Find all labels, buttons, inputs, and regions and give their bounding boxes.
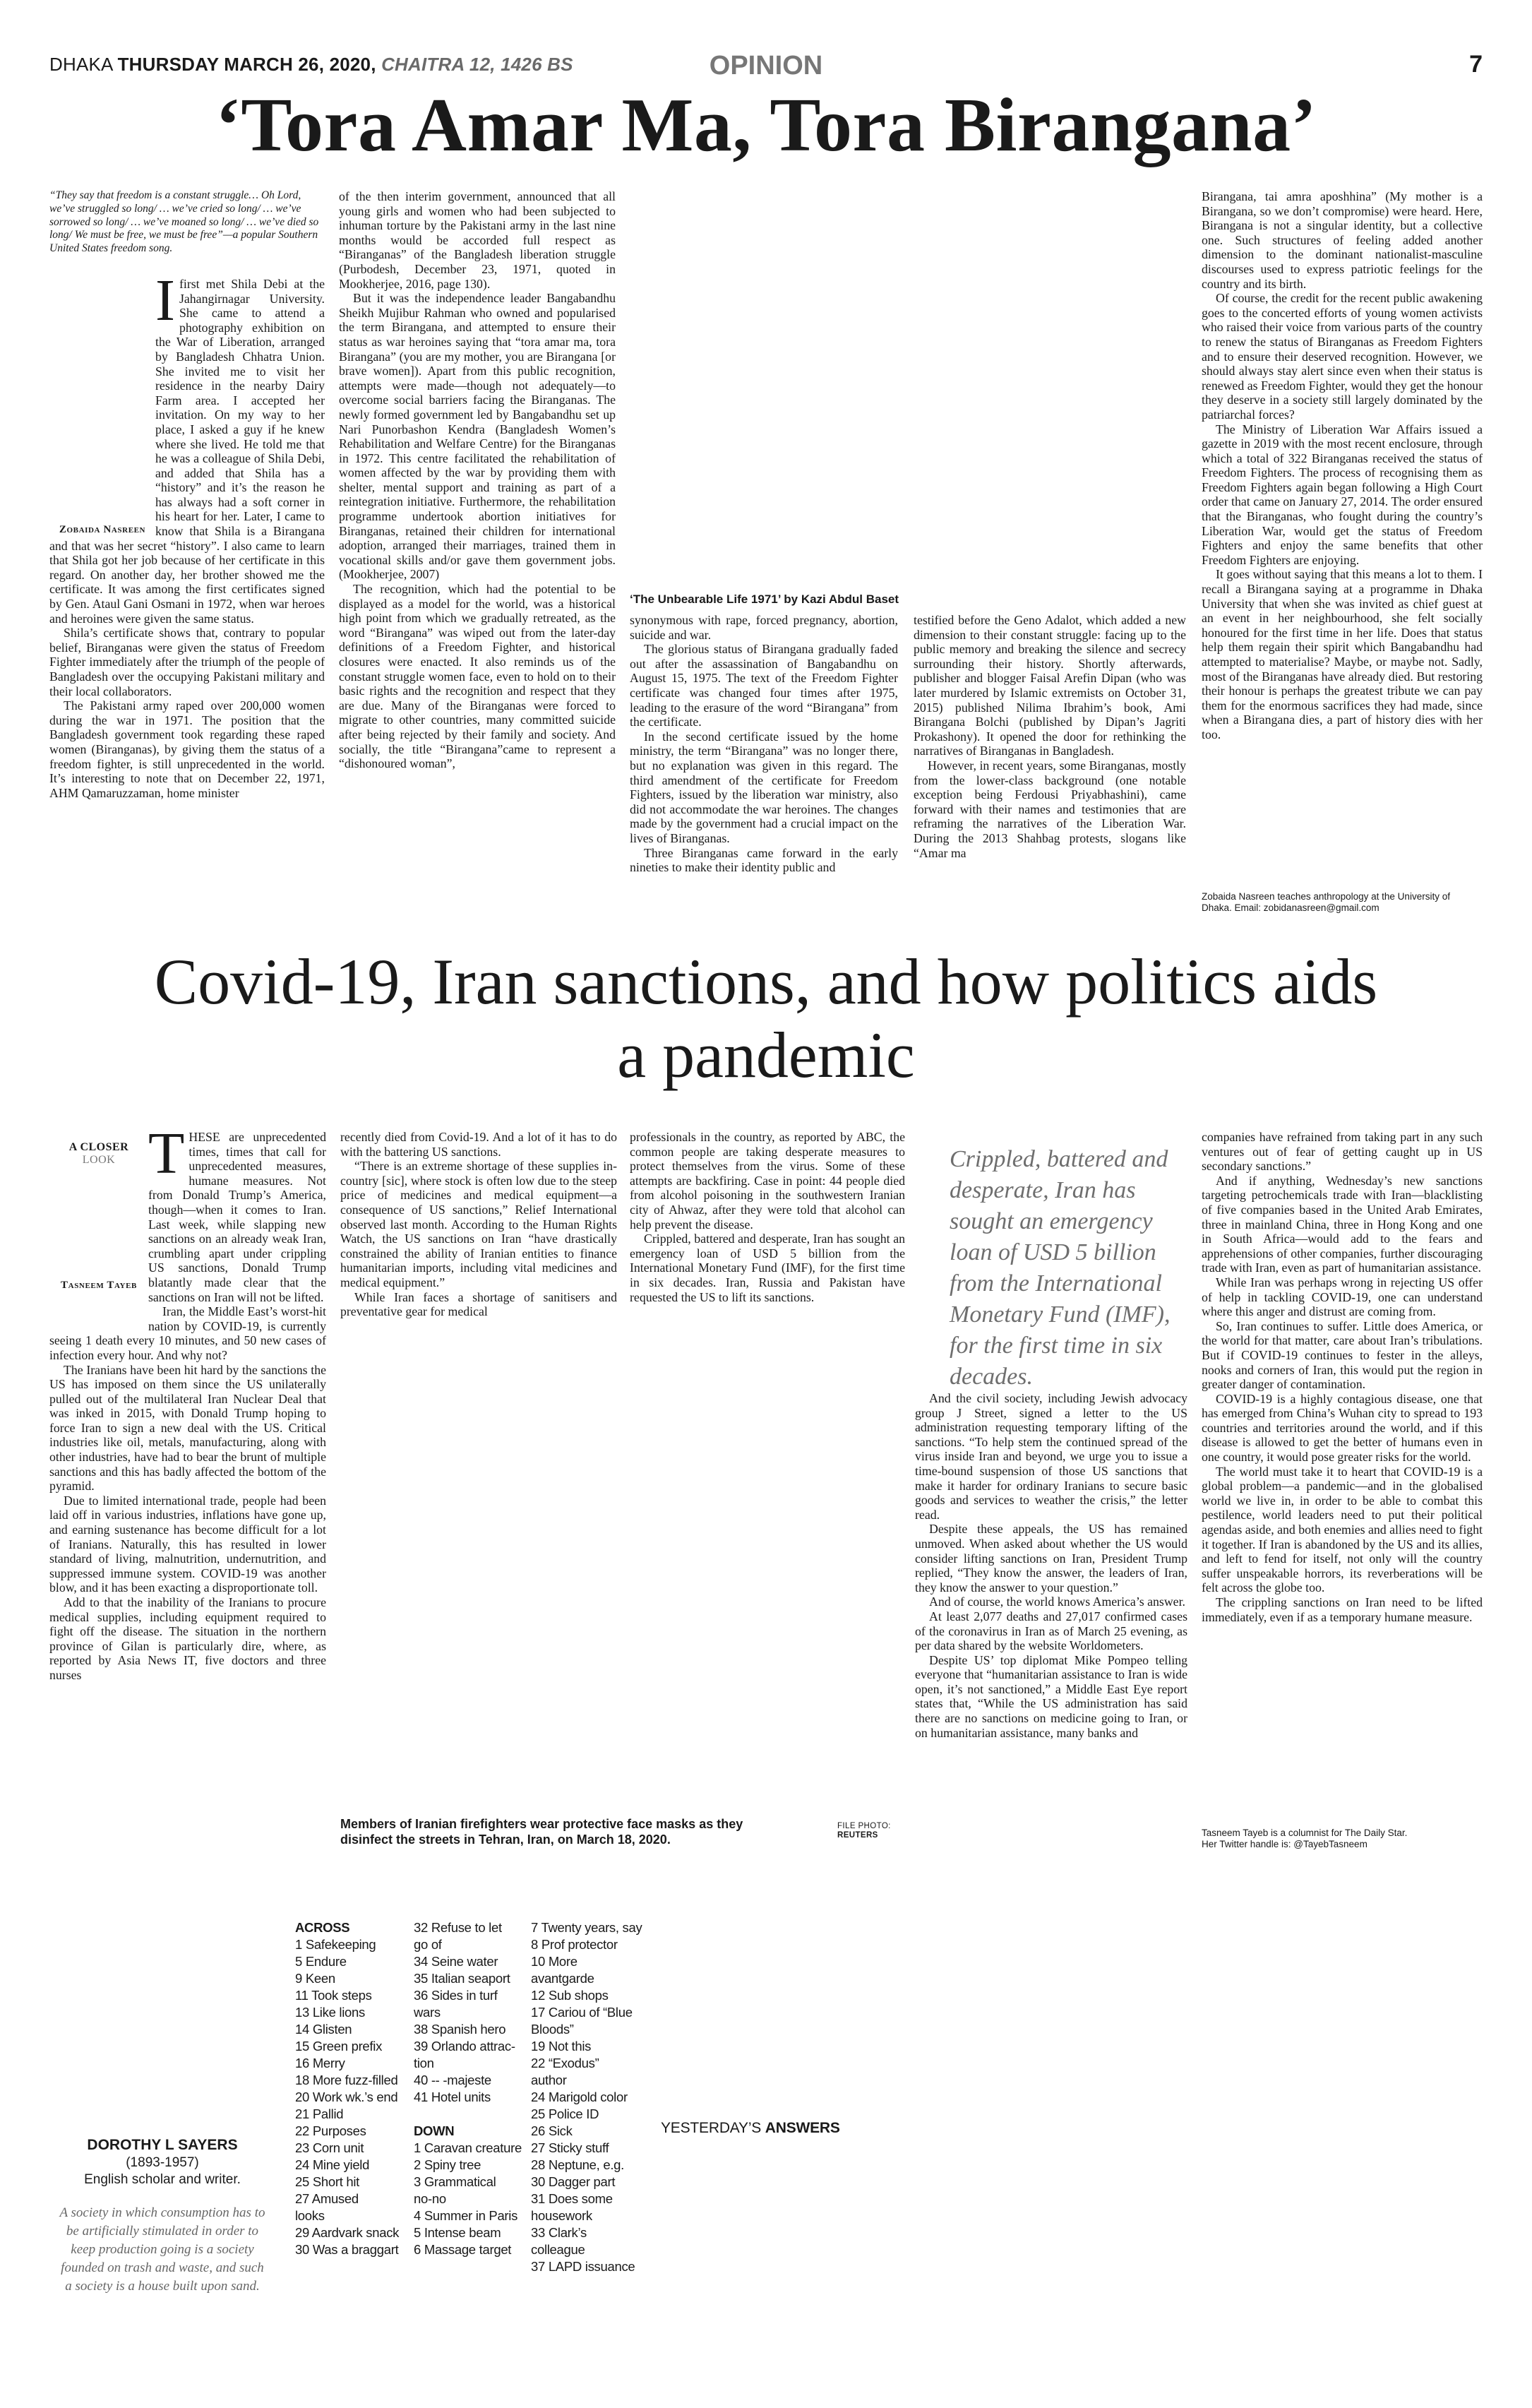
article2-byline: Tasneem Tayeb (61, 1280, 137, 1291)
crossword-clue: 6 Massage target (414, 2242, 512, 2257)
article1-paragraph: Birangana, tai amra aposhhina” (My mother is a Birangana, so we don’t compromise) were heard. Here, Birangana is not a singular identity, but a collective one. Such structures of feeling added another dimension to the dominant nationalist-masculine discourses used to express patriotic feelings for the country and its birth. (1202, 189, 1483, 291)
article2-paragraph: While Iran was perhaps wrong in rejecting US offer of help in tackling COVID-19, one can understand where this anger and distrust are coming from. (1202, 1275, 1483, 1319)
article2-paragraph: Despite US’ top diplomat Mike Pompeo telling everyone that “humanitarian assistance to Iran is wide open, it’s not sanctioned,” a Middle East Eye report states that, “While the US administration has said there are no sanctions on medicine going to Iran, or on humanitarian assistance, many banks and (915, 1652, 1187, 1740)
crossword-clue: 24 Mine yield (295, 2157, 370, 2172)
article2-paragraph: So, Iran continues to suffer. Little does America, or the world for that matter, care about Iran’s tribulations. But if COVID-19 continues to fester in the alleys, nooks and corners of Iran, this would put the region in greater danger of contamination. (1202, 1318, 1483, 1392)
crossword-clue: 38 Spanish hero (414, 2022, 506, 2037)
article2-byline-box (49, 1130, 148, 1328)
article2-paragraph: Iran, the Middle East’s worst-hit nation by COVID-19, is currently seeing 1 death every 10 minutes, and 50 new cases of infection every hour. And why not? (49, 1304, 326, 1362)
crossword-clue: 11 Took steps (295, 1988, 372, 2003)
crossword-clue: 27 Amused (295, 2191, 359, 2206)
article1-paragraph: testified before the Geno Adalot, which added a new dimension to their constant struggle: facing up to the public memory and breaking the silence and secrecy surrounding their history. Shortly afterwards, publisher and blogger Faisal Arefin Dipan (who was later murdered by Islamic extremists on October 31, 2015) published Nilima Ibrahim’s book, Ami Birangana Bolchi (published by Dipan’s Jagriti Prokashony). It opened the door for rethinking the narratives of Biranganas in Bangladesh. (914, 613, 1186, 758)
article2-column-5 (1202, 1130, 1483, 1822)
crossword-clue-list (531, 1919, 644, 2275)
crossword-clue: 3 Grammatical (414, 2174, 496, 2189)
crossword-clue: 26 Sick (531, 2123, 573, 2138)
crossword-clue: 7 Twenty years, say (531, 1920, 642, 1935)
photo-credit-line: FILE PHOTO: (837, 1822, 891, 1830)
article2-column-3 (630, 1130, 905, 1335)
article2-paragraph: Due to limited international trade, people had been laid off in various industries, inflations have gone up, and earning sustenance has become difficult for a lot of Iranians. Naturally, this has resulted in lower standard of living, malnutrition, undernutrition, and suppressed immune system. COVID-19 was another blow, and it has been exacting a disproportionate toll. (49, 1493, 326, 1595)
crossword-clue: 25 Short hit (295, 2174, 360, 2189)
crossword-clue: 31 Does some (531, 2191, 613, 2206)
crossword-across-title: ACROSS (295, 1920, 350, 1935)
article2-paragraph: companies have refrained from taking part in any such ventures out of fear of getting caught up in US secondary sanctions.” (1202, 1130, 1483, 1174)
article1-column-1 (49, 189, 325, 917)
crossword-clues-col-1 (295, 1919, 408, 2258)
crossword-clue: 39 Orlando attrac- (414, 2039, 515, 2054)
crossword-clue: 29 Aardvark snack (295, 2225, 400, 2240)
article2-column-1 (49, 1130, 326, 1859)
crossword-clue: no-no (414, 2191, 446, 2206)
article1-epigraph: “They say that freedom is a constant struggle… Oh Lord, we’ve struggled so long/ … we’ve cried so long/ … we’ve sorrowed so long/ … we’ve moaned so long/ … we’ve died so long/ We must be free, we must be free”—a popular Southern United States freedom song. (49, 189, 319, 255)
article2-photo-credit (837, 1822, 901, 1840)
crossword-clue: 17 Cariou of “Blue (531, 2005, 633, 2020)
article2-paragraph: And if anything, Wednesday’s new sanctions targeting petrochemicals trade with Iran—blacklisting of five companies based in the United Arab Emirates, three in mainland China, three in Hong Kong and one in South Africa—would add to the fears and apprehensions of other companies, further discouraging trade with Iran, even as part of humanitarian assistance. (1202, 1173, 1483, 1275)
crossword-clue (414, 2106, 527, 2123)
crossword-clue: colleague (531, 2242, 585, 2257)
crossword-clue: 24 Marigold color (531, 2090, 628, 2104)
section-name: OPINION (709, 51, 823, 81)
article1-illustration (630, 189, 1187, 585)
crossword-clue: 20 Work wk.’s end (295, 2090, 398, 2104)
quote-author-desc: English scholar and writer. (84, 2172, 241, 2187)
crossword-clue: 13 Like lions (295, 2005, 365, 2020)
dateline-bangla: CHAITRA 12, 1426 BS (381, 54, 573, 75)
crossword-clue: 5 Endure (295, 1954, 347, 1969)
article2-paragraph: The crippling sanctions on Iran need to be lifted immediately, even if as a temporary humane measure. (1202, 1595, 1483, 1624)
crossword-clue: 30 Was a braggart (295, 2242, 399, 2257)
crossword-clue: 12 Sub shops (531, 1988, 609, 2003)
article2-lead-text: HESE are unprecedented times, times that call for unprecedented measures, humane measures. Not from Donald Trump’s America, though—when it comes to Iran. Last week, while slapping new sanctions on an already weak Iran, crumbling apart under crippling US sanctions, Donald Trump blatantly made clear that the sanctions on Iran will not be lifted. (148, 1130, 326, 1304)
article1-byline: Zobaida Nasreen (59, 523, 146, 535)
article1-paragraph: of the then interim government, announced that all young girls and women who had been subjected to inhuman torture by the Pakistani army in the last nine months would be accorded full respect as “Biranganas” of the Bangladesh liberation struggle (Purbodesh, December 23, 1971, quoted in Mookherjee, 2016, page 130). (339, 189, 616, 291)
article1-column-2 (339, 189, 616, 917)
author-note-line: Tasneem Tayeb is a columnist for The Daily Star. (1202, 1828, 1408, 1838)
crossword-clue: 16 Merry (295, 2056, 345, 2070)
crossword-clue: 9 Keen (295, 1971, 335, 1986)
article2-photo-caption: Members of Iranian firefighters wear protective face masks as they disinfect the streets in Tehran, Iran, on March 18, 2020. (340, 1817, 743, 1847)
article2-paragraph: The world must take it to heart that COVID-19 is a global problem—a pandemic—and in the globalised world we live in, in order to be able to combat this pestilence, world leaders need to put their political agendas aside, and both enemies and allies need to fight it together. If Iran is abandoned by the US and its allies, and left to fend for itself, not only will the country suffer unspeakable horrors, its reverberations will be felt across the globe too. (1202, 1464, 1483, 1595)
article2-paragraph: recently died from Covid-19. And a lot of it has to do with the battering US sanctions. (340, 1130, 617, 1159)
article1-paragraph: The Pakistani army raped over 200,000 women during the war in 1971. The position that the Bangladesh government took regarding these raped women (Biranganas), by giving them the status of a freedom fighter, is still unprecedented in the world. It’s interesting to note that on December 22, 1971, AHM Qamaruzzaman, home minister (49, 698, 325, 800)
crossword-clue: 2 Spiny tree (414, 2157, 481, 2172)
article1-column-4 (914, 613, 1186, 917)
quote-author: DOROTHY L SAYERS (87, 2137, 238, 2153)
crossword-clue: author (531, 2073, 567, 2087)
article1-paragraph: But it was the independence leader Bangabandhu Sheikh Mujibur Rahman who owned and popularised the term Birangana, and attempted to ensure their status as war heroines saying that “tora amar ma, tora Birangana” (you are my mother, you are Birangana [or brave women]). Apart from this public recognition, attempts were made—though not adequately—to overcome social barriers facing the Biranganas. The newly formed government led by Bangabandhu set up Nari Punorbashon Kendra (Bangladesh Women’s Rehabilitation and Welfare Centre) for the Biranganas in 1972. This centre facilitated the rehabilitation of women affected by the war by providing them with shelter, mental support and training as part of a reintegration initiative. Furthermore, the rehabilitation programme undertook abortion initiatives for Biranganas, retained their children for international adoption, arranged their marriages, trained them in vocational skills and/or gave them government jobs. (Mookherjee, 2007) (339, 291, 616, 582)
answers-label: ANSWERS (765, 2120, 840, 2136)
article2-column-2 (340, 1130, 617, 1335)
kicker-line: LOOK (82, 1154, 116, 1166)
dateline-place: DHAKA (49, 54, 113, 75)
crossword-clue: 35 Italian seaport (414, 1971, 510, 1986)
crossword-clue: 1 Caravan creature (414, 2140, 522, 2155)
article2-author-note (1202, 1828, 1483, 1850)
crossword-clue: 22 “Exodus” (531, 2056, 599, 2070)
article2-kicker (49, 1141, 148, 1167)
crossword-clues-col-3 (531, 1919, 644, 2275)
crossword-clue: 32 Refuse to let (414, 1920, 502, 1935)
article1-paragraph: Of course, the credit for the recent public awakening goes to the concerted efforts of young women activists who raised their voice from various parts of the country to renew the status of Biranganas as Freedom Fighters and to ensure their deserved recognition. However, we should always stay alert since even when their status is renewed as Freedom Fighter, would they get the honour they deserve in a society still largely dominated by the patriarchal forces? (1202, 291, 1483, 422)
article2-paragraph: Despite these appeals, the US has remained unmoved. When asked about whether the US would consider lifting sanctions on Iran, President Trump replied, “They know the answer, the leaders of Iran, they know the answer to your question.” (915, 1522, 1187, 1595)
crossword-clue: wars (414, 2005, 441, 2020)
crossword-clue: 15 Green prefix (295, 2039, 383, 2054)
quote-years: (1893-1957) (126, 2155, 199, 2170)
article2-paragraph: Add to that the inability of the Iranians to procure medical supplies, including equipment required to fight off the disease. The situation in the northern province of Gilan is particularly dire, where, as reported by Asia News IT, five doctors and three nurses (49, 1595, 326, 1682)
crossword-clue-list (414, 1919, 527, 2258)
article1-lead-text: first met Shila Debi at the Jahangirnagar University. She came to attend a photography exhibition on the War of Liberation, arranged by Bangladesh Chhatra Union. She invited me to visit her residence in the nearby Dairy Farm area. I accepted her invitation. On my way to her place, I asked a guy if he knew where she lived. He told me that he was a colleague of Shila Debi, and added that Shila has a “history” and it’s the reason he has always had a soft corner in his heart for her. Later, I came to know that Shila is a Birangana and that was her secret “history”. I also came to learn that Shila got her job because of her certificate in this regard. On another day, her brother showed me the certificate. It was among the first certificates signed by Gen. Ataul Gani Osmani in 1972, when war heroes and heroines were given the same status. (49, 276, 325, 626)
article1-paragraph: Three Biranganas came forward in the early nineties to make their identity public and (630, 845, 898, 875)
article1-paragraph: In the second certificate issued by the home ministry, the term “Birangana” was no longer there, but no explanation was given in this regard. The third amendment of the certificate for Freedom Fighters, issued by the liberation war ministry, also did not accommodate the war heroines. The changes made by the government had a crucial impact on the lives of Biranganas. (630, 729, 898, 845)
article2-paragraph: While Iran faces a shortage of sanitisers and preventative gear for medical (340, 1289, 617, 1319)
crossword-clue: 30 Dagger part (531, 2174, 616, 2189)
crossword-clue: Bloods” (531, 2022, 574, 2037)
yesterdays-answers-label (661, 2120, 840, 2137)
yesterdays-label: YESTERDAY’S (661, 2120, 762, 2136)
crossword-clue: 41 Hotel units (414, 2090, 491, 2104)
article1-headline: ‘Tora Amar Ma, Tora Birangana’ (215, 83, 1317, 167)
article2-column-4 (915, 1391, 1187, 1859)
crossword-clue: housework (531, 2208, 592, 2223)
article1-author-note: Zobaida Nasreen teaches anthropology at the University of Dhaka. Email: zobidanasreen@gmail.com (1202, 891, 1450, 913)
article1-paragraph: Shila’s certificate shows that, contrary to popular belief, Biranganas were given the status of Freedom Fighter immediately after the triumph of the people of Bangladesh over the occupying Pakistani military and their local collaborators. (49, 626, 325, 698)
crossword-clue: 8 Prof protector (531, 1937, 618, 1952)
article1-paragraph: The Ministry of Liberation War Affairs issued a gazette in 2019 with the most recent enclosure, through which a total of 322 Biranganas received the status of Freedom Fighters. The process of recognising them as Freedom Fighters again began following a High Court order that came on January 27, 2014. The order ensured that the Biranganas, who fought during the country’s Liberation War, would get the status of Freedom Fighters and enjoy the same benefits that other Freedom Fighters are enjoying. (1202, 422, 1483, 567)
kicker-line: A CLOSER (68, 1141, 129, 1153)
dateline-day: THURSDAY MARCH 26, 2020, (117, 54, 376, 75)
crossword-clue: 40 -- -majeste (414, 2073, 491, 2087)
article2-paragraph: And the civil society, including Jewish advocacy group J Street, signed a letter to the US administration requesting temporary lifting of the sanctions. “To help stem the continued spread of the virus inside Iran and beyond, we urge you to issue a time-bound suspension of those US sanctions that make it harder for ordinary Iranians to secure basic goods and services to weather the crisis,” the letter read. (915, 1391, 1187, 1522)
crossword-clue: tion (414, 2056, 434, 2070)
crossword-clue: looks (295, 2208, 325, 2223)
quote-text: A society in which consumption has to be artificially stimulated in order to keep production going is a society founded on trash and waste, and such a society is a house built upon sand. (59, 2205, 265, 2294)
crossword-clue: 1 Safekeeping (295, 1937, 376, 1952)
article2-photo (340, 1345, 905, 1811)
article1-paragraph: The recognition, which had the potential to be displayed as a model for the world, was a historical high point from which we gradually retreated, as the word “Birangana” was wiped out from the later-day definitions of a Freedom Fighter, and historical closures were enacted. It also reminds us of the constant struggle women face, even to hold on to their basic rights and the recognition and respect that they are due. Many of the Biranganas were forced to migrate to other countries, many committed suicide after being rejected by their family and society. And socially, the title “Birangana”came to represent a “dishonoured woman”, (339, 582, 616, 771)
article2-paragraph: professionals in the country, as reported by ABC, the common people are taking desperate measures to protect themselves from the virus. Some of these attempts are backfiring. Case in point: 44 people died from alcohol poisoning in the southwestern Iranian city of Ahwaz, after they were told that alcohol can help prevent the disease. (630, 1130, 905, 1232)
article2-headline: Covid-19, Iran sanctions, and how politics aids a pandemic (154, 946, 1378, 1091)
article1-paragraph: The glorious status of Birangana gradually faded out after the assassination of Bangabandhu on August 15, 1975. The text of the Freedom Fighter certificate was changed four times after 1975, leading to the erasure of the word “Birangana” from the certificate. (630, 642, 898, 729)
crossword-clue: 5 Intense beam (414, 2225, 501, 2240)
article1-paragraph: synonymous with rape, forced pregnancy, abortion, suicide and war. (630, 613, 898, 642)
crossword-clue-list (295, 1936, 408, 2258)
crossword-clue: 4 Summer in Paris (414, 2208, 518, 2223)
crossword-clue: 22 Purposes (295, 2123, 366, 2138)
article2-pullquote: Crippled, battered and desperate, Iran has sought an emergency loan of USD 5 billion from the International Monetary Fund (IMF), for the first time in six decades. (950, 1146, 1171, 1390)
article2-paragraph: Crippled, battered and desperate, Iran has sought an emergency loan of USD 5 billion from the International Monetary Fund (IMF), for the first time in six decades. Iran, Russia and Pakistan have requested the US to lift its sanctions. (630, 1232, 905, 1304)
article2-paragraph: COVID-19 is a highly contagious disease, one that has emerged from China’s Wuhan city to spread to 193 countries and territories around the world, and if this disease is allowed to get the better of humans even in one country, it would pose greater risks for the world. (1202, 1391, 1483, 1465)
article1-paragraph: It goes without saying that this means a lot to them. I recall a Birangana saying at a programme in Dhaka University that when she was invited as chief guest at an event in her neighbourhood, she felt socially honoured for the first time in her life. Does that status help them regain their spirit which Bangabandhu had attempted to materialise? Maybe, or maybe not. Sadly, most of the Biranganas have already died. But restoring their honour is perhaps the greatest tribute we can pay them for the enormous sacrifices they had made, since when a Birangana dies, a part of history dies with her too. (1202, 567, 1483, 741)
article1-dropcap: I (155, 267, 175, 333)
crossword-clue: 27 Sticky stuff (531, 2140, 609, 2155)
crossword-down-title: DOWN (414, 2123, 455, 2138)
photo-credit-line: REUTERS (837, 1831, 878, 1840)
article1-byline-box (49, 277, 155, 535)
crossword-clue: 28 Neptune, e.g. (531, 2157, 624, 2172)
crossword-clue: 19 Not this (531, 2039, 592, 2054)
crossword-clue: 33 Clark’s (531, 2225, 587, 2240)
article1-column-3 (630, 613, 898, 917)
crossword-clue: 18 More fuzz-filled (295, 2073, 398, 2087)
crossword-clue: 23 Corn unit (295, 2140, 364, 2155)
article2-paragraph: At least 2,077 deaths and 27,017 confirmed cases of the coronavirus in Iran as of March 25 evening, as per data shared by the website Worldometers. (915, 1609, 1187, 1653)
crossword-clue: 25 Police ID (531, 2106, 599, 2121)
page-number: 7 (1469, 51, 1483, 78)
article1-column-5 (1202, 189, 1483, 888)
article2-dropcap: T (148, 1130, 185, 1186)
quote-block (56, 2136, 268, 2296)
article2-paragraph: And of course, the world knows America’s answer. (929, 1595, 1185, 1609)
crossword-clue: 14 Glisten (295, 2022, 352, 2037)
crossword-clue: 36 Sides in turf (414, 1988, 498, 2003)
crossword-clue: 34 Seine water (414, 1954, 498, 1969)
article2-paragraph: “There is an extreme shortage of these supplies in-country [sic], where stock is often low due to the steep price of medicines and medical equipment—a consequence of US sanctions,” Relief International observed last month. According to the Human Rights Watch, the US sanctions on Iran “have drastically constrained the ability of Iranian entities to finance humanitarian imports, including vital medicines and medical equipment.” (340, 1159, 617, 1289)
crossword-clue: go of (414, 1937, 442, 1952)
article1-paragraph: However, in recent years, some Biranganas, mostly from the lower-class background (one notable exception being Ferdousi Priyabhashini), came forward with their names and testimonies that are reframing the narratives of the Liberation War. During the 2013 Shahbag protests, slogans like “Amar ma (914, 758, 1186, 860)
article1-image-caption: ‘The Unbearable Life 1971’ by Kazi Abdul Baset (630, 592, 899, 606)
crossword-clue: 37 LAPD issuance (531, 2259, 635, 2274)
article2-paragraph: The Iranians have been hit hard by the sanctions the US has imposed on them since the US unilaterally pulled out of the multilateral Iran Nuclear Deal that was inked in 2015, with Donald Trump hoping to force Iran to sign a new deal with the US. Critical industries like oil, metals, manufacturing, along with other industries, have had to bear the brunt of multiple sanctions and this has badly affected the bottom of the pyramid. (49, 1362, 326, 1494)
crossword-clues-col-2 (414, 1919, 527, 2258)
author-note-line: Her Twitter handle is: @TayebTasneem (1202, 1839, 1368, 1849)
masthead (49, 49, 1483, 81)
crossword-clue: 21 Pallid (295, 2106, 344, 2121)
crossword-clue: 10 More avantgarde (531, 1954, 594, 1986)
